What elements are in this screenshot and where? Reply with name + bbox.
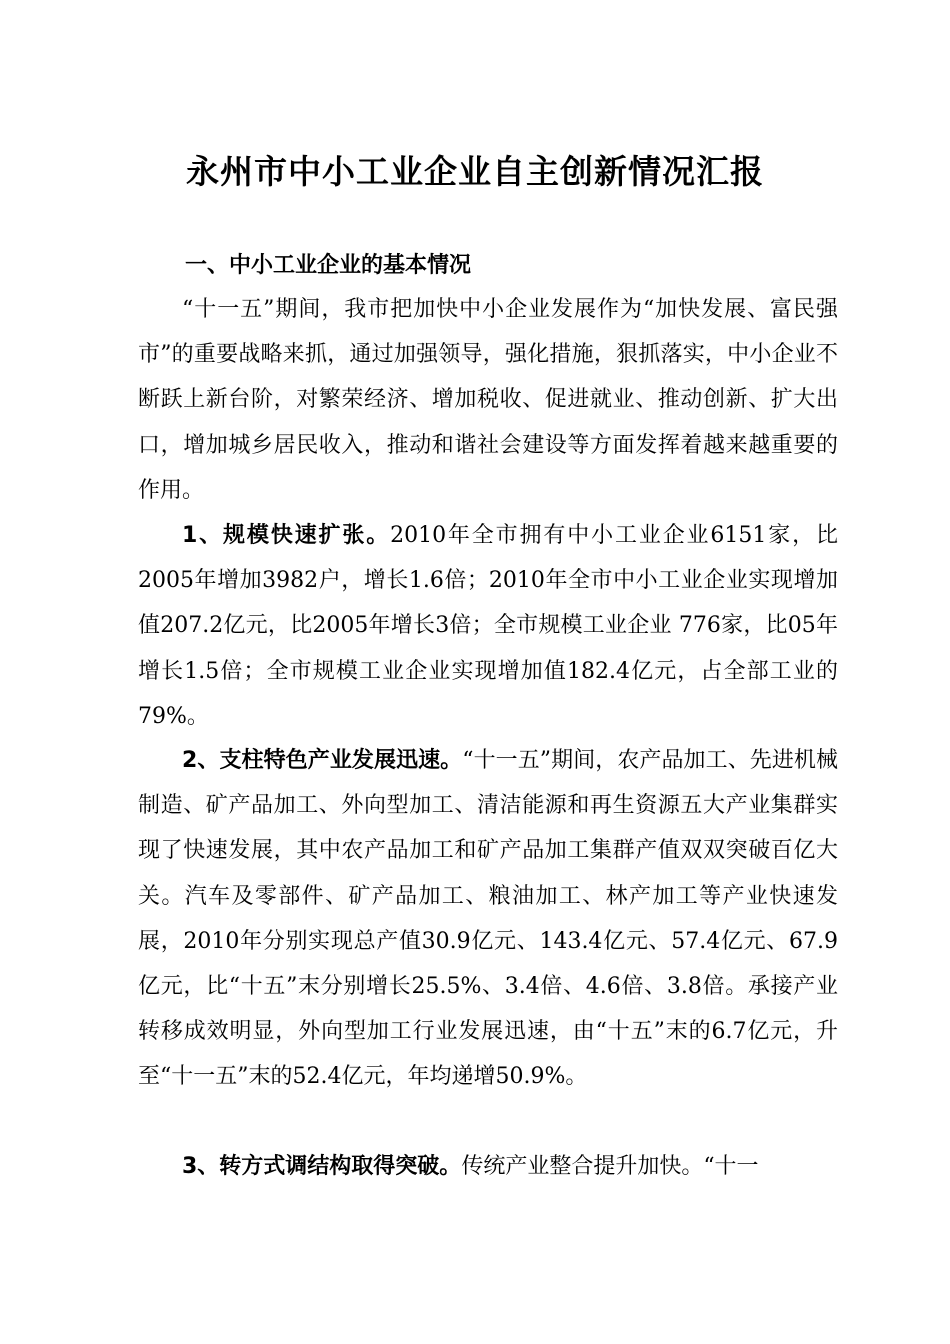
- paragraph-pillar-industries: [138, 738, 838, 1100]
- section-heading: 一、中小工业企业的基本情况: [185, 253, 472, 278]
- paragraph-text: 2010年全市拥有中小工业企业6151家，比2005年增加3982户，增长1.6倍；2010年全市中小工业企业实现增加值207.2亿元，比2005年增长3倍；全市规模工业企业 776家，比05年增长1.5倍；全市规模工业企业实现增加值182.4亿元，占全部工业的79%。: [138, 523, 838, 729]
- paragraph-lead: 3、转方式调结构取得突破。: [182, 1154, 462, 1179]
- paragraph-text: 传统产业整合提升加快。“十一: [461, 1154, 759, 1179]
- paragraph-lead: 2、支柱特色产业发展迅速。: [182, 748, 463, 773]
- intro-paragraph: “十一五”期间，我市把加快中小企业发展作为“加快发展、富民强市”的重要战略来抓，通过加强领导，强化措施，狠抓落实，中小企业不断跃上新台阶，对繁荣经济、增加税收、促进就业、推动创新、扩大出口，增加城乡居民收入，推动和谐社会建设等方面发挥着越来越重要的作用。: [138, 297, 838, 503]
- paragraph-structure-adjustment: [138, 1144, 838, 1189]
- paragraph-lead: 1、规模快速扩张。: [182, 523, 391, 548]
- paragraph-text: “十一五”期间，农产品加工、先进机械制造、矿产品加工、外向型加工、清洁能源和再生资源五大产业集群实现了快速发展，其中农产品加工和矿产品加工集群产值双双突破百亿大关。汽车及零部件、矿产品加工、粮油加工、林产加工等产业快速发展，2010年分别实现总产值30.9亿元、143.4亿元、57.4亿元、67.9亿元，比“十五”末分别增长25.5%、3.4倍、4.6倍、3.8倍。承接产业转移成效明显，外向型加工行业发展迅速，由“十五”末的6.7亿元，升至“十一五”末的52.4亿元，年均递增50.9%。: [138, 748, 839, 1090]
- paragraph-scale-expansion: [138, 513, 838, 739]
- document-title: 永州市中小工业企业自主创新情况汇报: [186, 152, 764, 191]
